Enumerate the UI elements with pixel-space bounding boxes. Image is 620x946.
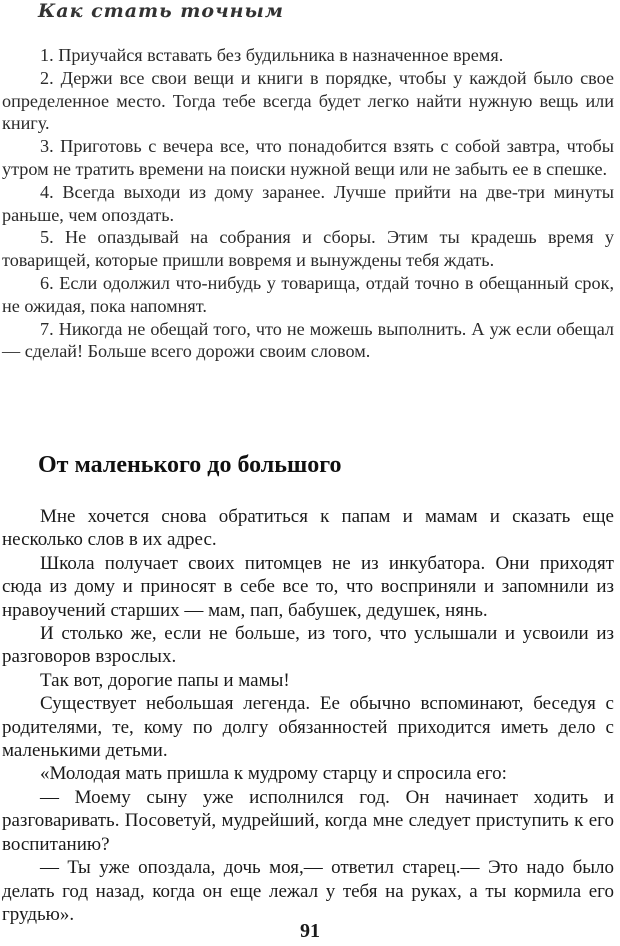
- rule-item: 1. Приучайся вставать без будильника в назначенное время.: [40, 45, 504, 65]
- paragraph: Существует небольшая легенда. Ее обычно вспоминают, беседуя с родителями, те, кому по долгу обязанностей приходится иметь дело с маленькими детьми.: [2, 693, 614, 762]
- paragraph: — Ты уже опоздала, дочь моя,— ответил старец.— Это надо было делать год назад, когда он еще лежал у тебя на руках, а ты кормила его грудью».: [2, 857, 614, 925]
- page-number: 91: [300, 920, 320, 942]
- paragraph: — Моему сыну уже исполнился год. Он начинает ходить и разговаривать. Посоветуй, мудрейший, когда мне следует приступить к его воспитанию?: [2, 786, 614, 855]
- section-title: Как стать точным: [38, 0, 284, 22]
- chapter-body: [2, 505, 614, 926]
- paragraph: Так вот, дорогие папы и мамы!: [40, 669, 290, 691]
- paragraph: «Молодая мать пришла к мудрому старцу и спросила его:: [40, 763, 507, 785]
- rule-item: 7. Никогда не обещай того, что не можешь выполнить. А уж если обещал — сделай! Больше всего дорожи своим словом.: [2, 318, 614, 362]
- rule-item: 3. Приготовь с вечера все, что понадобится взять с собой завтра, чтобы утром не тратить времени на поиски нужной вещи или не забыть ее в спешке.: [2, 136, 614, 179]
- paragraph: И столько же, если не больше, из того, что услышали и усвоили из разговоров взрослых.: [2, 623, 614, 668]
- paragraph: Школа получает своих питомцев не из инкубатора. Они приходят сюда из дому и приносят в себе все то, что восприняли и запомнили из нравоучений старших — мам, пап, бабушек, дедушек, нянь.: [2, 552, 614, 621]
- rule-item: 5. Не опаздывай на собрания и сборы. Этим ты крадешь время у товарищей, которые пришли вовремя и вынуждены тебя ждать.: [2, 227, 614, 271]
- rule-item: 6. Если одолжил что-нибудь у товарища, отдай точно в обещанный срок, не ожидая, пока напомнят.: [2, 272, 614, 316]
- paragraph: Мне хочется снова обратиться к папам и мамам и сказать еще несколько слов в их адрес.: [2, 506, 614, 551]
- chapter-title: От маленького до большого: [38, 452, 342, 478]
- rules-list: [2, 44, 614, 363]
- rule-item: 2. Держи все свои вещи и книги в порядке, чтобы у каждой было свое определенное место. Тогда тебе всегда будет легко найти нужную вещь или книгу.: [2, 67, 614, 134]
- rule-item: 4. Всегда выходи из дому заранее. Лучше прийти на две-три минуты раньше, чем опоздать.: [2, 181, 614, 225]
